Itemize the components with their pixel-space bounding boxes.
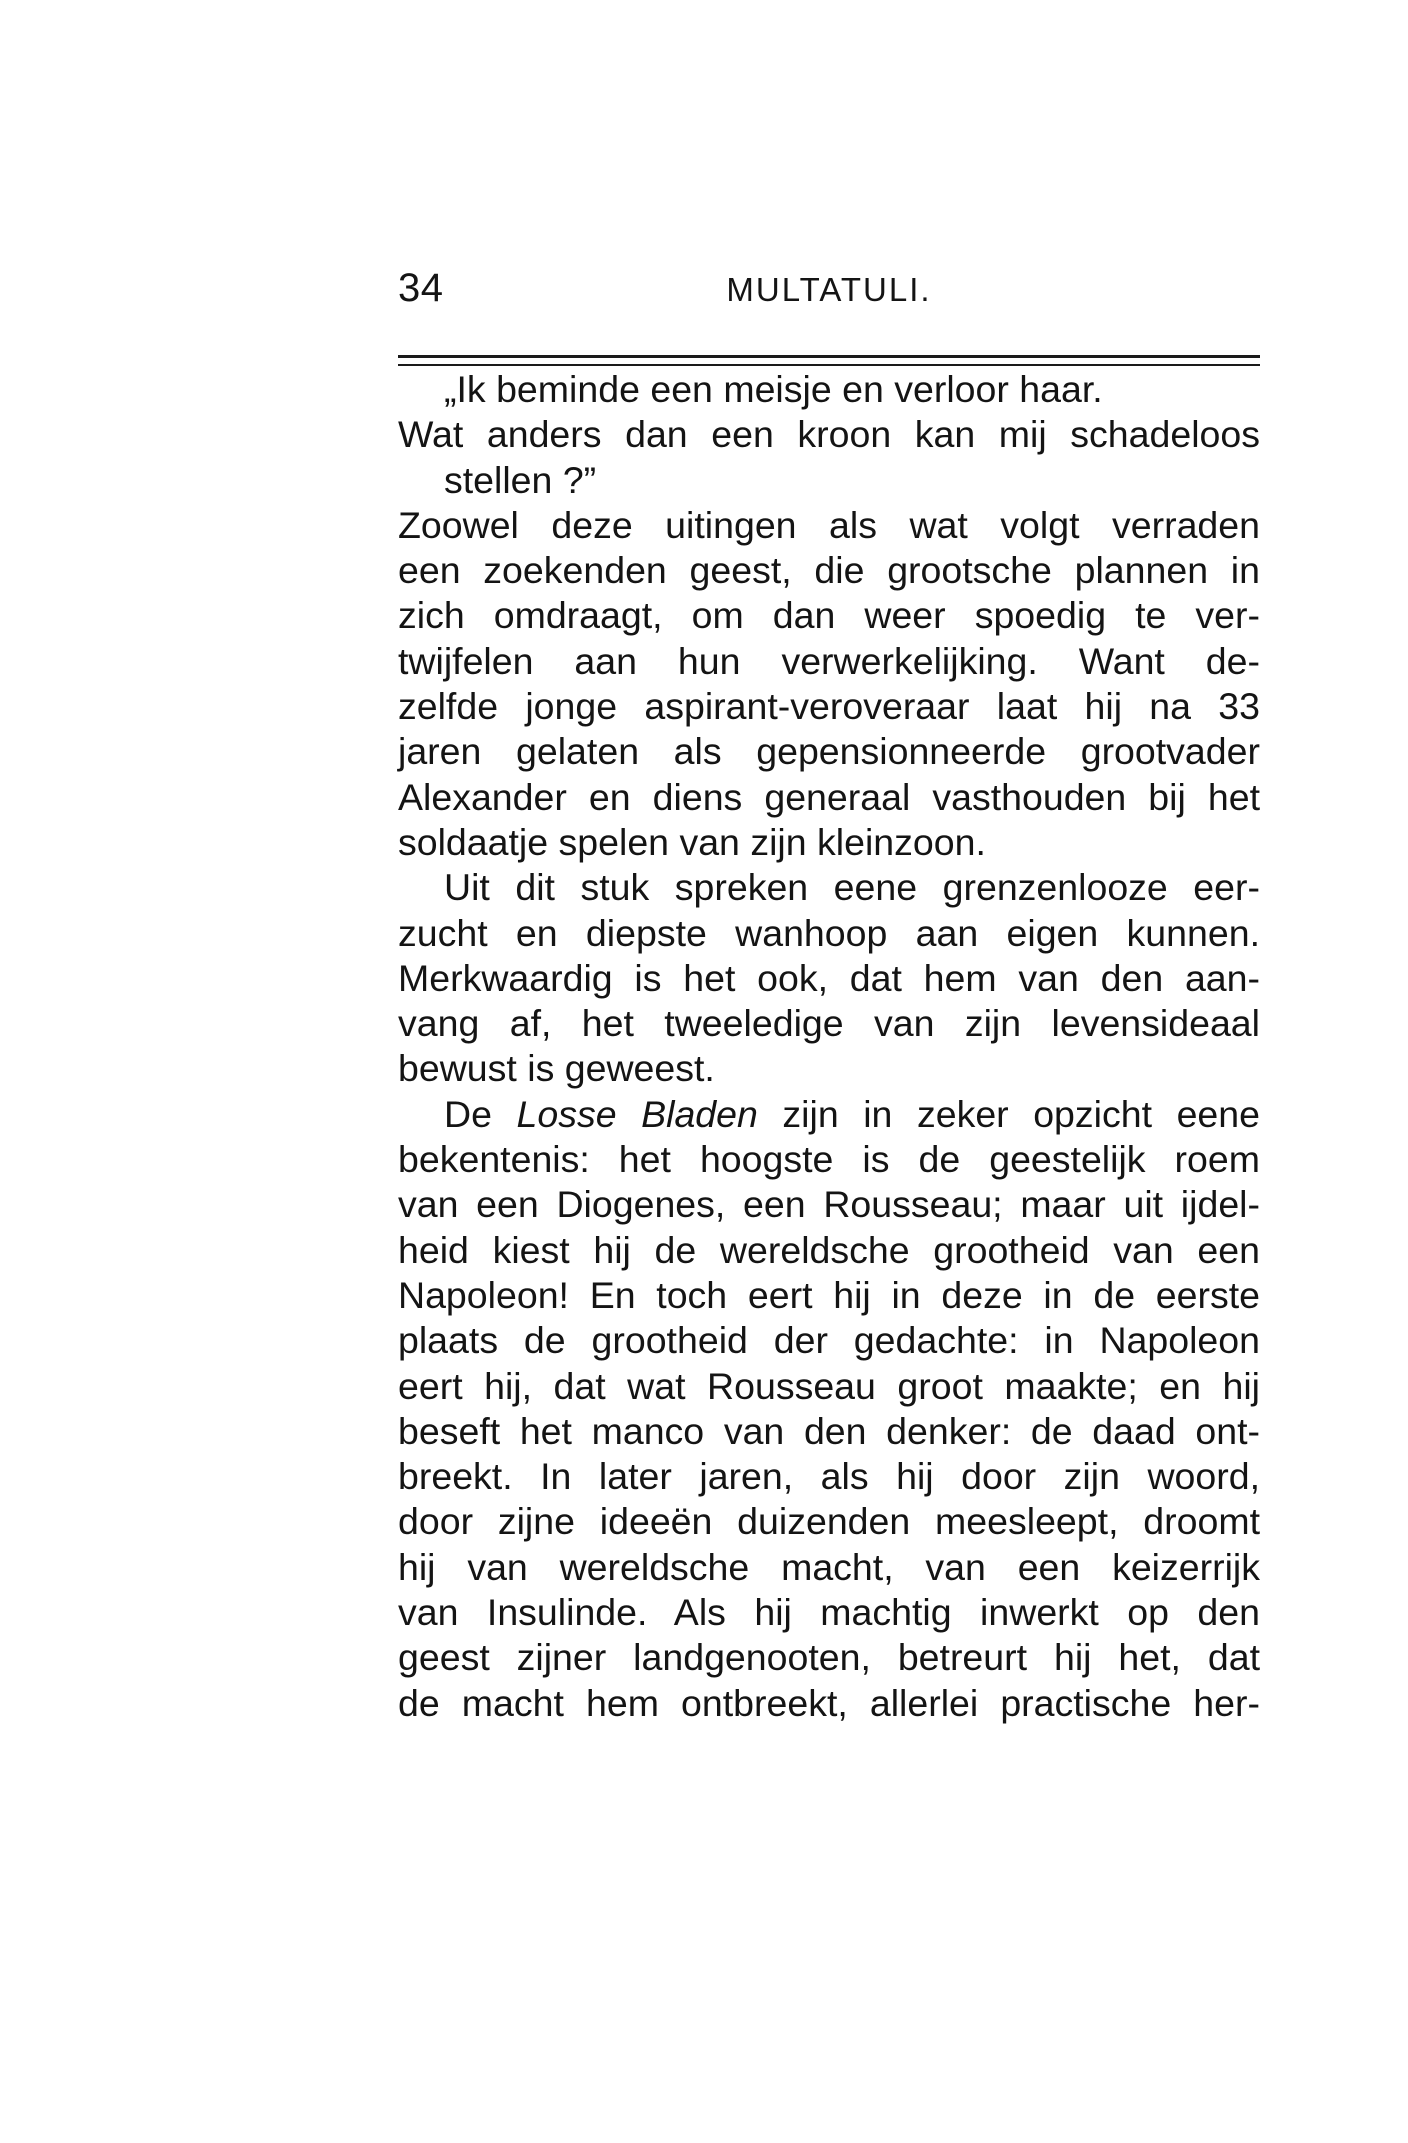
text-line: bekentenis: het hoogste is de geestelijk roem	[398, 1138, 1260, 1181]
text-line: geest zijner landgenooten, betreurt hij het, dat	[398, 1636, 1260, 1679]
header-rule-thin	[398, 364, 1260, 366]
text-line: de macht hem ontbreekt, allerlei practische her-	[398, 1681, 1260, 1724]
text-line: soldaatje spelen van zijn kleinzoon.	[398, 820, 986, 863]
line-text-before-title: De	[444, 1092, 517, 1135]
line-text-after-title: zijn in zeker opzicht eene	[757, 1092, 1260, 1135]
running-title: MULTATULI.	[726, 271, 932, 308]
text-line: bewust is geweest.	[398, 1047, 715, 1090]
text-line: beseft het manco van den denker: de daad ont-	[398, 1409, 1260, 1452]
text-line: „Ik beminde een meisje en verloor haar.	[444, 368, 1103, 410]
text-line: heid kiest hij de wereldsche grootheid van een	[398, 1228, 1260, 1271]
text-line: zich omdraagt, om dan weer spoedig te ver-	[398, 594, 1260, 637]
text-line: door zijne ideeën duizenden meesleept, droomt	[398, 1500, 1260, 1543]
book-title-losse-bladen: Losse Bladen	[516, 1092, 758, 1135]
text-line: Napoleon! En toch eert hij in deze in de eerste	[398, 1273, 1260, 1316]
header-rule-thick	[398, 355, 1260, 358]
text-line: Uit dit stuk spreken eene grenzenlooze eer-	[444, 866, 1260, 909]
text-line: breekt. In later jaren, als hij door zijn woord,	[398, 1455, 1260, 1498]
text-line: Alexander en diens generaal vasthouden bij het	[398, 775, 1260, 818]
text-line: vang af, het tweeledige van zijn levensideaal	[398, 1002, 1260, 1045]
text-line: zelfde jonge aspirant-veroveraar laat hij na 33	[398, 685, 1260, 728]
text-line: jaren gelaten als gepensionneerde grootvader	[398, 730, 1260, 773]
body-text	[398, 367, 1260, 1726]
text-line	[398, 1092, 1260, 1137]
text-line: van Insulinde. Als hij machtig inwerkt op den	[398, 1591, 1260, 1634]
page-header	[398, 263, 1260, 323]
text-line: een zoekenden geest, die grootsche plannen in	[398, 549, 1260, 592]
text-line: Merkwaardig is het ook, dat hem van den aan-	[398, 956, 1260, 999]
text-line: zucht en diepste wanhoop aan eigen kunnen.	[398, 911, 1260, 954]
text-line: twijfelen aan hun verwerkelijking. Want de-	[398, 639, 1260, 682]
page-number: 34	[398, 266, 444, 310]
text-line: Zoowel deze uitingen als wat volgt verraden	[398, 503, 1260, 546]
text-line: plaats de grootheid der gedachte: in Napoleon	[398, 1319, 1260, 1362]
text-line: hij van wereldsche macht, van een keizerrijk	[398, 1545, 1260, 1588]
text-line: Wat anders dan een kroon kan mij schadeloos	[398, 413, 1260, 456]
text-line: stellen ?”	[444, 458, 597, 501]
text-line: van een Diogenes, een Rousseau; maar uit ijdel-	[398, 1183, 1260, 1226]
text-line: eert hij, dat wat Rousseau groot maakte; en hij	[398, 1364, 1260, 1407]
